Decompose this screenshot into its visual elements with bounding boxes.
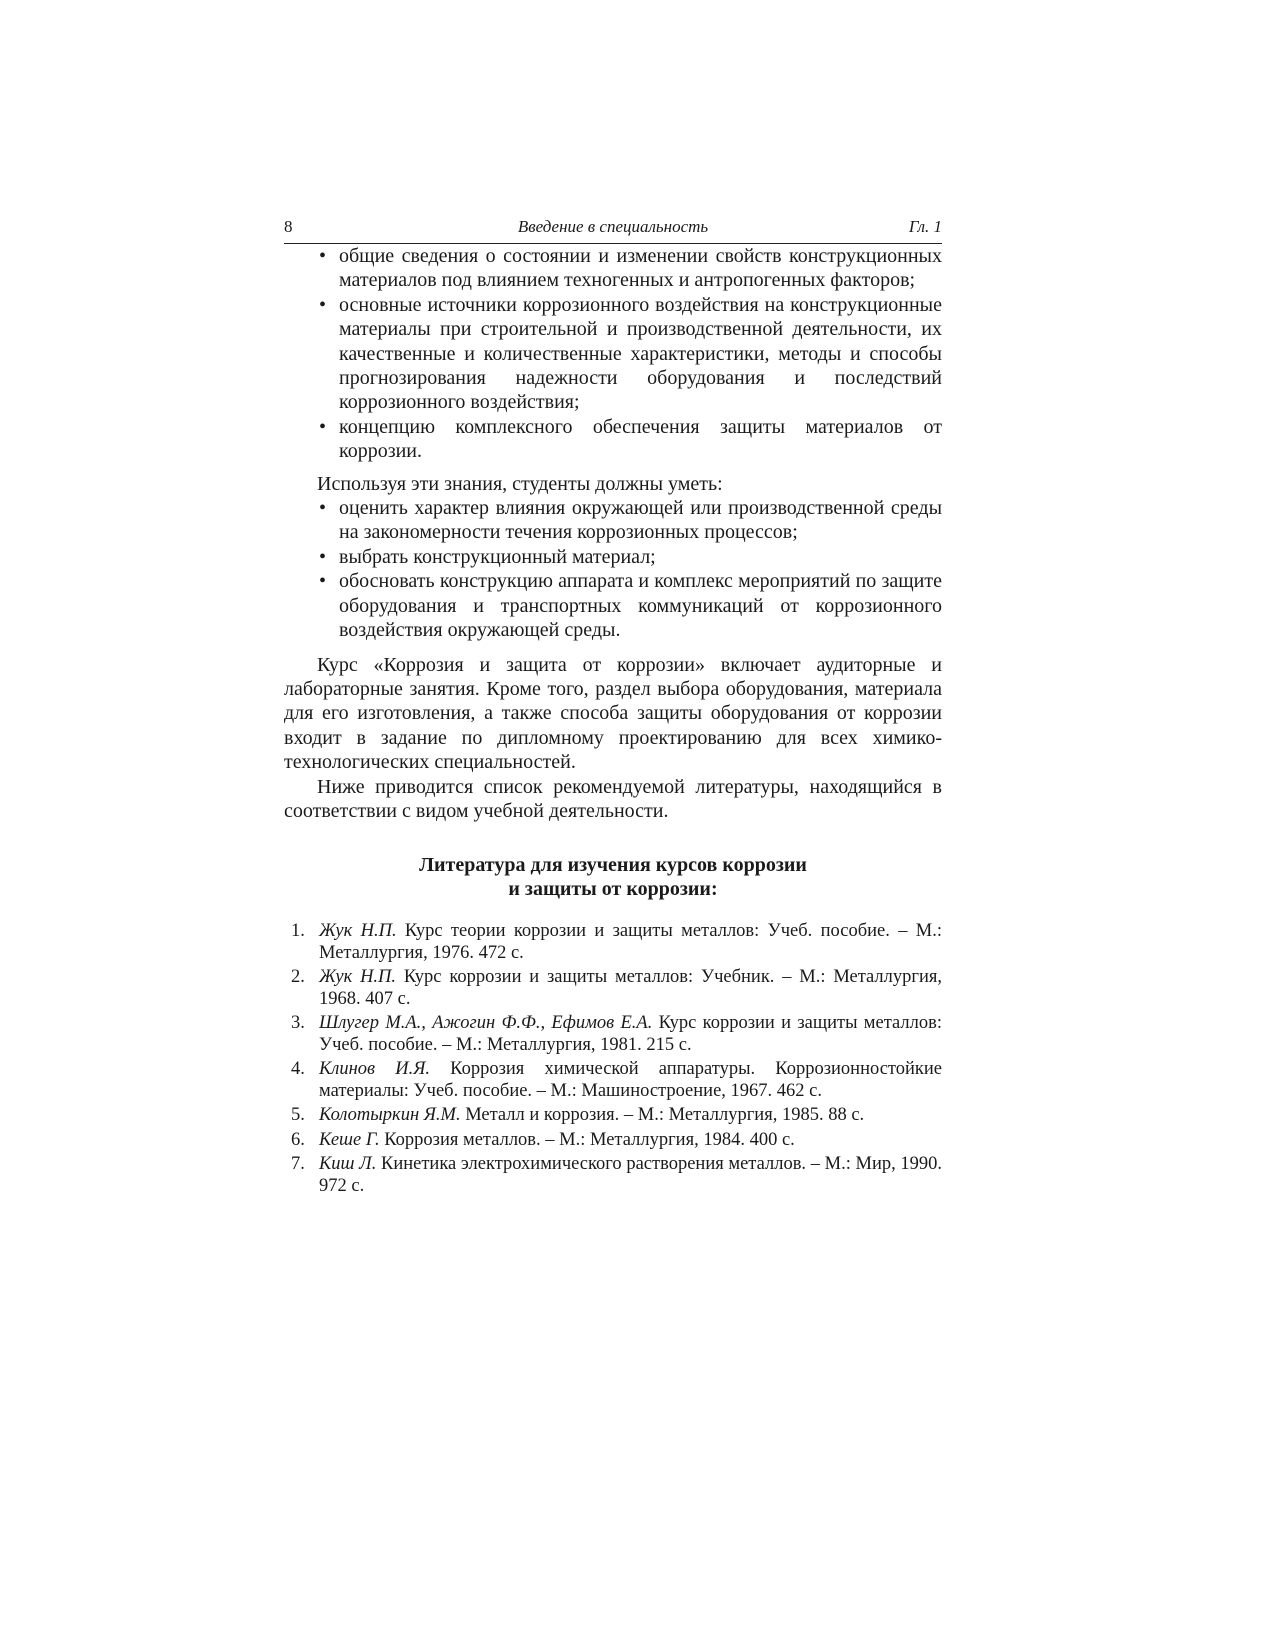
bullet-icon: • xyxy=(319,545,327,568)
running-header xyxy=(284,216,942,244)
reference-author: Колотыркин Я.М. xyxy=(319,1105,461,1126)
bullet-icon: • xyxy=(319,497,327,520)
book-page xyxy=(284,216,942,1200)
knowledge-list xyxy=(284,244,942,464)
list-item: • выбрать конструкционный материал; xyxy=(319,545,656,568)
list-item: • концепцию комплексного обеспечения защиты материалов от коррозии. xyxy=(319,415,942,463)
chapter-label: Гл. 1 xyxy=(908,217,942,236)
reference-author: Жук Н.П. xyxy=(319,921,397,942)
reference-author: Киш Л. xyxy=(319,1154,377,1175)
reference-item: 4. Клинов И.Я. Коррозия химической аппаратуры. Коррозионностойкие материалы: Учеб. пособие. – М.: Машиностроение, 1967. 462 с. xyxy=(291,1059,942,1101)
course-paragraph: Курс «Коррозия и защита от коррозии» включает аудиторные и лабораторные занятия. Кроме того, раздел выбора оборудования, материала для его изготовления, а также способа защиты оборудования от коррозии входит в задание по дипломному проектированию для всех химико-технологических специальностей. xyxy=(284,653,942,774)
reference-author: Жук Н.П. xyxy=(319,967,397,988)
reference-author: Шлугер М.А., Ажогин Ф.Ф., Ефимов Е.А. xyxy=(319,1013,653,1034)
body-text xyxy=(284,244,942,823)
reference-author: Клинов И.Я. xyxy=(319,1059,430,1080)
reference-list xyxy=(284,921,942,1197)
bullet-icon: • xyxy=(319,293,327,316)
skills-intro: Используя эти знания, студенты должны уметь: xyxy=(317,472,723,495)
reference-item: 2. Жук Н.П. Курс коррозии и защиты металлов: Учебник. – М.: Металлургия, 1968. 407 с. xyxy=(291,967,943,1009)
literature-intro-paragraph: Ниже приводится список рекомендуемой литературы, находящийся в соответствии с видом учебной деятельности. xyxy=(284,775,942,822)
skills-list xyxy=(284,496,942,642)
list-item: • основные источники коррозионного воздействия на конструкционные материалы при строительной и производственной деятельности, их качественные и количественные характеристики, методы и способы прогнозирования надежности оборудования и последствий коррозионного воздействия; xyxy=(319,293,942,414)
literature-heading: Литература для изучения курсов коррозии и защиты от коррозии: xyxy=(419,854,807,901)
running-title: Введение в специальность xyxy=(517,217,709,236)
list-item: • оценить характер влияния окружающей или производственной среды на закономерности течения коррозионных процессов; xyxy=(319,497,942,544)
bullet-icon: • xyxy=(319,570,327,593)
reference-item: 6. Кеше Г. Коррозия металлов. – М.: Металлургия, 1984. 400 с. xyxy=(291,1129,795,1150)
bullet-icon: • xyxy=(319,245,327,267)
bullet-icon: • xyxy=(319,415,327,438)
reference-item: 3. Шлугер М.А., Ажогин Ф.Ф., Ефимов Е.А. Курс коррозии и защиты металлов: Учеб. пособие. – М.: Металлургия, 1981. 215 с. xyxy=(291,1013,943,1055)
list-item: • общие сведения о состоянии и изменении свойств конструкционных материалов под влиянием техногенных и антропогенных факторов; xyxy=(319,245,942,292)
reference-author: Кеше Г. xyxy=(319,1129,380,1150)
list-item: • обосновать конструкцию аппарата и комплекс мероприятий по защите оборудования и транспортных коммуникаций от коррозионного воздействия окружающей среды. xyxy=(319,570,942,642)
page-number: 8 xyxy=(284,217,293,236)
reference-item: 5. Колотыркин Я.М. Металл и коррозия. – М.: Металлургия, 1985. 88 с. xyxy=(291,1105,865,1126)
reference-item: 1. Жук Н.П. Курс теории коррозии и защиты металлов: Учеб. пособие. – М.: Металлургия, 1976. 472 с. xyxy=(291,921,942,963)
reference-item: 7. Киш Л. Кинетика электрохимического растворения металлов. – М.: Мир, 1990. 972 с. xyxy=(291,1154,943,1196)
